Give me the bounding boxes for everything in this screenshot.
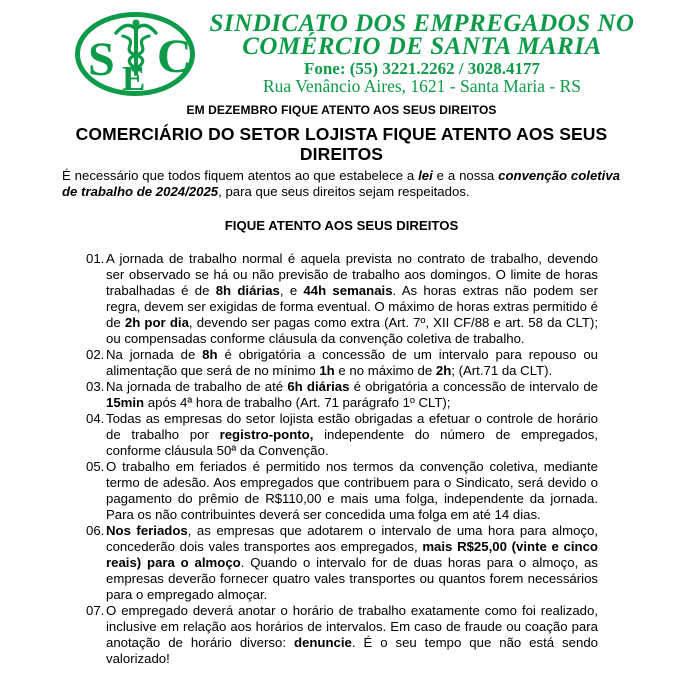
item-number: 02. bbox=[86, 347, 105, 362]
org-name-line1: SINDICATO DOS EMPREGADOS NO bbox=[209, 10, 635, 37]
text-run: denuncie bbox=[293, 635, 352, 650]
item-text bbox=[106, 379, 598, 411]
item-text bbox=[106, 459, 598, 523]
rights-list-item bbox=[88, 459, 598, 523]
text-run: 2h por dia bbox=[124, 315, 189, 330]
rights-list bbox=[88, 251, 598, 667]
text-run: , as empresas que adotarem o intervalo de uma hora para almoço, concederão dois vales transportes aos empregados, bbox=[106, 523, 598, 554]
text-run: 2h bbox=[435, 363, 452, 378]
text-run: após 4ª hora de trabalho (Art. 71 parágrafo 1º CLT); bbox=[144, 395, 451, 410]
text-run: , para que seus direitos sejam respeitados. bbox=[218, 184, 470, 199]
letterhead-text bbox=[196, 10, 648, 95]
text-run: 6h diárias bbox=[287, 379, 350, 394]
text-run: , devendo ser pagas como extra (Art. 7º, XII CF/88 e art. 58 da CLT); ou compensadas conforme cláusula da convenção coletiva de trabalho. bbox=[106, 315, 598, 346]
rights-list-item bbox=[88, 251, 598, 347]
rights-list-item bbox=[88, 523, 598, 603]
item-text bbox=[106, 603, 598, 667]
text-run: é obrigatória a concessão de um intervalo para repouso ou alimentação que será de no mínimo bbox=[106, 347, 598, 378]
item-number: 07. bbox=[86, 603, 105, 618]
rights-list-item bbox=[88, 347, 598, 379]
text-run: 8h bbox=[202, 347, 218, 362]
item-number: 03. bbox=[86, 379, 105, 394]
text-run: 44h semanais bbox=[303, 283, 393, 298]
text-run: O empregado deverá anotar o horário de trabalho exatamente como foi realizado, inclusive em relação aos horários de intervalos. Em caso de fraude ou coação para anotação de horário diverso: bbox=[106, 603, 598, 650]
logo-letter-c: C bbox=[157, 30, 192, 83]
text-run: 8h diárias bbox=[215, 283, 280, 298]
text-run: . Quando o intervalo for de duas horas para o almoço, as empresas deverão fornecer quatro vales transportes ou quantos forem necessários para o empregado almoçar. bbox=[106, 555, 598, 602]
letterhead bbox=[0, 0, 683, 94]
phone-line: Fone: (55) 3221.2262 / 3028.4177 bbox=[303, 59, 541, 78]
kicker-heading: EM DEZEMBRO FIQUE ATENTO AOS SEUS DIREITOS bbox=[186, 103, 497, 117]
text-run: convenção coletiva de trabalho de 2024/2025 bbox=[62, 168, 621, 199]
item-text bbox=[106, 411, 598, 459]
text-run: é obrigatória a concessão de intervalo de bbox=[349, 379, 598, 394]
page-title: COMERCIÁRIO DO SETOR LOJISTA FIQUE ATENTO AOS SEUS DIREITOS bbox=[75, 124, 608, 164]
rights-list-item bbox=[88, 379, 598, 411]
item-text bbox=[106, 523, 598, 603]
text-run: Na jornada de trabalho de até bbox=[106, 379, 288, 394]
item-text bbox=[106, 251, 598, 347]
text-run: registro-ponto, bbox=[219, 427, 314, 442]
logo-letter-s: S bbox=[88, 33, 115, 86]
item-number: 06. bbox=[86, 523, 105, 538]
item-number: 05. bbox=[86, 459, 105, 474]
org-name-line2: COMÉRCIO DE SANTA MARIA bbox=[242, 33, 602, 60]
item-number: 01. bbox=[86, 251, 105, 266]
text-run: mais R$25,00 (vinte e cinco reais) para o almoço bbox=[106, 539, 598, 570]
text-run: lei bbox=[418, 168, 433, 183]
item-text bbox=[106, 347, 598, 379]
section-heading: FIQUE ATENTO AOS SEUS DIREITOS bbox=[224, 218, 459, 233]
text-run: e a nossa bbox=[432, 168, 499, 183]
text-run: ; (Art.71 da CLT). bbox=[451, 363, 553, 378]
text-run: Nos feriados bbox=[106, 523, 188, 538]
text-run: Na jornada de bbox=[106, 347, 203, 362]
rights-list-item bbox=[88, 603, 598, 667]
text-run: É necessário que todos fiquem atentos ao que estabelece a bbox=[62, 168, 419, 183]
logo-letter-e: E bbox=[122, 59, 146, 96]
text-run: A jornada de trabalho normal é aquela prevista no contrato de trabalho, devendo ser observado se há ou não previsão de trabalho aos domingos. O limite de horas trabalhadas é de bbox=[106, 251, 598, 298]
text-run: . É o seu tempo que não está sendo valorizado! bbox=[106, 635, 598, 666]
text-run: 1h bbox=[319, 363, 335, 378]
union-logo bbox=[74, 12, 196, 96]
text-run: . As horas extras não podem ser regra, devem ser exigidas de forma eventual. O máximo de horas extras permitido é de bbox=[106, 283, 598, 330]
address-line: Rua Venâncio Aires, 1621 - Santa Maria - RS bbox=[262, 76, 582, 96]
text-run: e no máximo de bbox=[334, 363, 436, 378]
item-number: 04. bbox=[86, 411, 105, 426]
text-run: O trabalho em feriados é permitido nos termos da convenção coletiva, mediante termo de adesão. Aos empregados que contribuem para o Sindicato, será devido o pagamento do prêmio de R$110,00 e mais uma folga, independente da jornada. Para os não contribuintes deverá ser concedida uma folga em até 14 dias. bbox=[106, 459, 598, 522]
text-run: , e bbox=[279, 283, 304, 298]
text-run: 15min bbox=[106, 395, 145, 410]
text-run: independente do número de empregados, conforme cláusula 50ª da Convenção. bbox=[106, 427, 598, 458]
text-run: Todas as empresas do setor lojista estão obrigadas a efetuar o controle de horário de trabalho por bbox=[106, 411, 598, 442]
rights-list-item bbox=[88, 411, 598, 459]
intro-paragraph bbox=[62, 168, 620, 200]
union-logo-graphic bbox=[74, 12, 196, 96]
